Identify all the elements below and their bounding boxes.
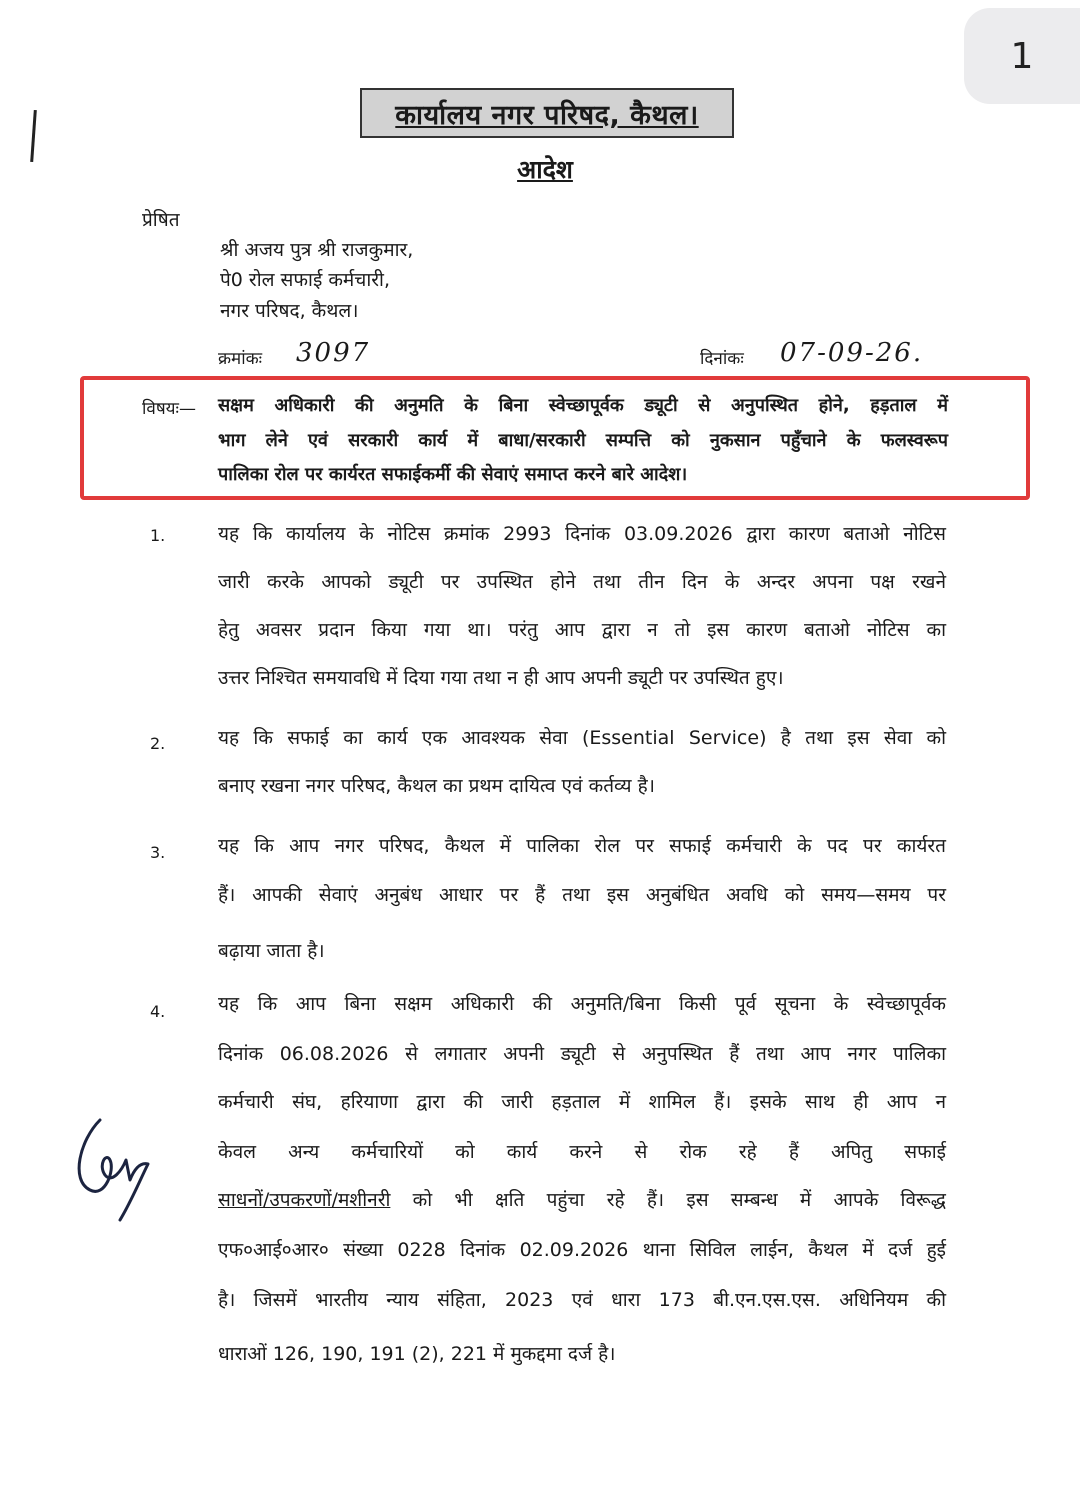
paragraph-line: यह कि आप नगर परिषद, कैथल में पालिका रोल पर सफाई कर्मचारी के पद पर कार्यरत: [218, 835, 946, 857]
date-label: दिनांकः: [700, 349, 744, 369]
paragraph-number: 4.: [150, 1002, 166, 1021]
paragraph-line: हेतु अवसर प्रदान किया गया था। परंतु आप द्वारा न तो इस कारण बताओ नोटिस का: [218, 619, 946, 641]
office-title: कार्यालय नगर परिषद, कैथल।: [360, 88, 734, 138]
paragraph-line: [218, 1186, 946, 1212]
recipient-line: पे0 रोल सफाई कर्मचारी,: [220, 269, 390, 291]
paragraph-line: जारी करके आपको ड्यूटी पर उपस्थित होने तथा तीन दिन के अन्दर अपना पक्ष रखने: [218, 571, 946, 593]
paragraph-line: बनाए रखना नगर परिषद, कैथल का प्रथम दायित्व एवं कर्तव्य है।: [218, 775, 655, 797]
margin-pen-mark: [30, 110, 37, 162]
paragraph-number: 2.: [150, 734, 166, 753]
paragraph-line: धाराओं 126, 190, 191 (2), 221 में मुकद्दमा दर्ज है।: [218, 1343, 616, 1365]
recipient-line: श्री अजय पुत्र श्री राजकुमार,: [220, 239, 414, 261]
paragraph-line: यह कि कार्यालय के नोटिस क्रमांक 2993 दिनांक 03.09.2026 द्वारा कारण बताओ नोटिस: [218, 523, 946, 545]
paragraph-line: उत्तर निश्चित समयावधि में दिया गया तथा न ही आप अपनी ड्यूटी पर उपस्थित हुए।: [218, 667, 784, 689]
paragraph-line: केवल अन्य कर्मचारियों को कार्य करने से रोक रहे हैं अपितु सफाई: [218, 1141, 946, 1163]
paragraph-line: दिनांक 06.08.2026 से लगातार अपनी ड्यूटी से अनुपस्थित हैं तथा आप नगर पालिका: [218, 1043, 946, 1065]
paragraph-line: हैं। आपकी सेवाएं अनुबंध आधार पर हैं तथा इस अनुबंधित अवधि को समय—समय पर: [218, 884, 946, 906]
paragraph-line-rest: को भी क्षति पहुंचा रहे हैं। इस सम्बन्ध में आपके विरूद्ध: [412, 1189, 946, 1211]
handwritten-signature: [60, 1110, 170, 1230]
page-number-badge: 1: [964, 8, 1080, 104]
reference-label: क्रमांकः: [218, 349, 263, 369]
order-title: आदेश: [517, 155, 573, 184]
recipient-label: प्रेषित: [142, 209, 180, 231]
paragraph-line: बढ़ाया जाता है।: [218, 940, 325, 962]
order-date: 07-09-26.: [780, 338, 924, 368]
subject-label: विषयः—: [142, 399, 196, 419]
paragraph-number: 1.: [150, 526, 166, 545]
underlined-phrase: साधनों/उपकरणों/मशीनरी: [218, 1189, 391, 1211]
subject-line: भाग लेने एवं सरकारी कार्य में बाधा/सरकारी सम्पत्ति को नुकसान पहुँचाने के फलस्वरूप: [218, 430, 948, 451]
recipient-line: नगर परिषद, कैथल।: [220, 300, 359, 322]
paragraph-number: 3.: [150, 843, 166, 862]
paragraph-line: यह कि आप बिना सक्षम अधिकारी की अनुमति/बिना किसी पूर्व सूचना के स्वेच्छापूर्वक: [218, 993, 946, 1015]
subject-line: पालिका रोल पर कार्यरत सफाईकर्मी की सेवाएं समाप्त करने बारे आदेश।: [218, 464, 688, 485]
reference-number: 3097: [296, 338, 371, 368]
subject-line: सक्षम अधिकारी की अनुमति के बिना स्वेच्छापूर्वक ड्यूटी से अनुपस्थित होने, हड़ताल में: [218, 395, 948, 416]
paragraph-line: यह कि सफाई का कार्य एक आवश्यक सेवा (Essential Service) है तथा इस सेवा को: [218, 727, 946, 749]
paragraph-line: है। जिसमें भारतीय न्याय संहिता, 2023 एवं धारा 173 बी.एन.एस.एस. अधिनियम की: [218, 1289, 946, 1311]
paragraph-line: कर्मचारी संघ, हरियाणा द्वारा की जारी हड़ताल में शामिल हैं। इसके साथ ही आप न: [218, 1091, 946, 1113]
paragraph-line: एफ०आई०आर० संख्या 0228 दिनांक 02.09.2026 थाना सिविल लाईन, कैथल में दर्ज हुई: [218, 1239, 946, 1261]
